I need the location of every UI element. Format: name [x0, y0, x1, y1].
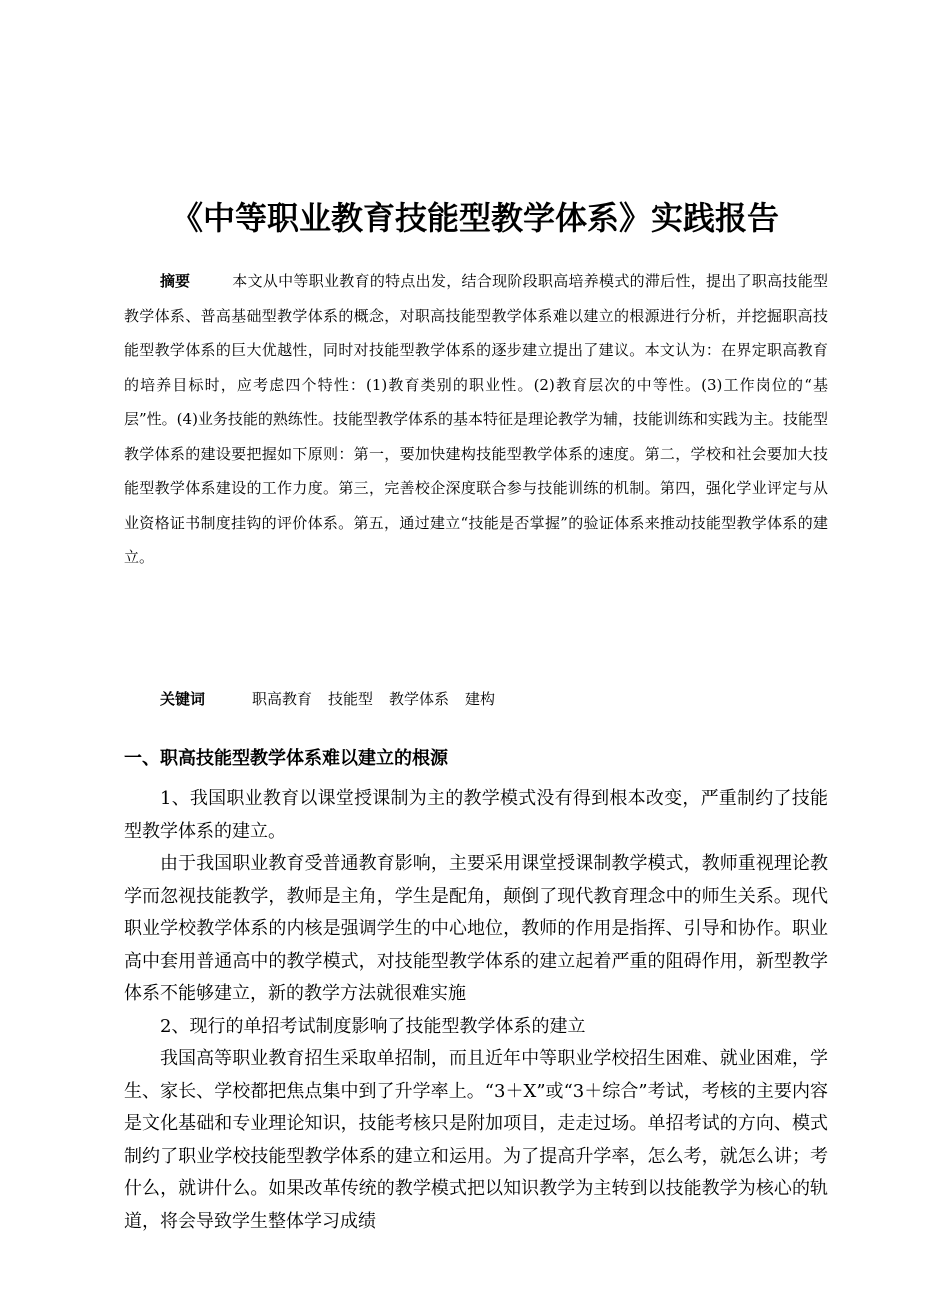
keyword-item: 技能型 [328, 690, 374, 708]
keywords [160, 686, 511, 712]
keywords-label: 关键词 [160, 690, 206, 708]
abstract [124, 264, 828, 575]
body-paragraph: 我国高等职业教育招生采取单招制，而且近年中等职业学校招生困难、就业困难，学生、家长、学校都把焦点集中到了升学率上。“3＋X”或“3＋综合”考试，考核的主要内容是文化基础和专业理论知识，技能考核只是附加项目，走走过场。单招考试的方向、模式制约了职业学校技能型教学体系的建立和运用。为了提高升学率，怎么考，就怎么讲；考什么，就讲什么。如果改革传统的教学模式把以知识教学为主转到以技能教学为核心的轨道，将会导致学生整体学习成绩 [124, 1048, 828, 1232]
abstract-label: 摘要 [160, 272, 191, 290]
body-paragraph: 2、现行的单招考试制度影响了技能型教学体系的建立 [160, 1015, 586, 1037]
document-title: 《中等职业教育技能型教学体系》实践报告 [170, 199, 779, 237]
abstract-text: 本文从中等职业教育的特点出发，结合现阶段职高培养模式的滞后性，提出了职高技能型教学体系、普高基础型教学体系的概念，对职高技能型教学体系难以建立的根源进行分析，并挖掘职高技能型教学体系的巨大优越性，同时对技能型教学体系的逐步建立提出了建议。本文认为：在界定职高教育的培养目标时，应考虑四个特性：(1)教育类别的职业性。(2)教育层次的中等性。(3)工作岗位的“基层”性。(4)业务技能的熟练性。技能型教学体系的基本特征是理论教学为辅，技能训练和实践为主。技能型教学体系的建设要把握如下原则：第一，要加快建构技能型教学体系的速度。第二，学校和社会要加大技能型教学体系建设的工作力度。第三，完善校企深度联合参与技能训练的机制。第四，强化学业评定与从业资格证书制度挂钩的评价体系。第五，通过建立“技能是否掌握”的验证体系来推动技能型教学体系的建立。 [124, 272, 828, 566]
keyword-item: 职高教育 [252, 690, 313, 708]
keyword-item: 建构 [465, 690, 496, 708]
body-paragraph: 由于我国职业教育受普通教育影响，主要采用课堂授课制教学模式，教师重视理论教学而忽视技能教学，教师是主角，学生是配角，颠倒了现代教育理念中的师生关系。现代职业学校教学体系的内核是强调学生的中心地位，教师的作用是指挥、引导和协作。职业高中套用普通高中的教学模式，对技能型教学体系的建立起着严重的阻碍作用，新型教学体系不能够建立，新的教学方法就很难实施 [124, 853, 828, 1004]
body-paragraph: 1、我国职业教育以课堂授课制为主的教学模式没有得到根本改变，严重制约了技能型教学体系的建立。 [124, 788, 828, 842]
keyword-item: 教学体系 [389, 690, 450, 708]
section-body [124, 783, 828, 1238]
section-heading: 一、职高技能型教学体系难以建立的根源 [124, 748, 448, 769]
